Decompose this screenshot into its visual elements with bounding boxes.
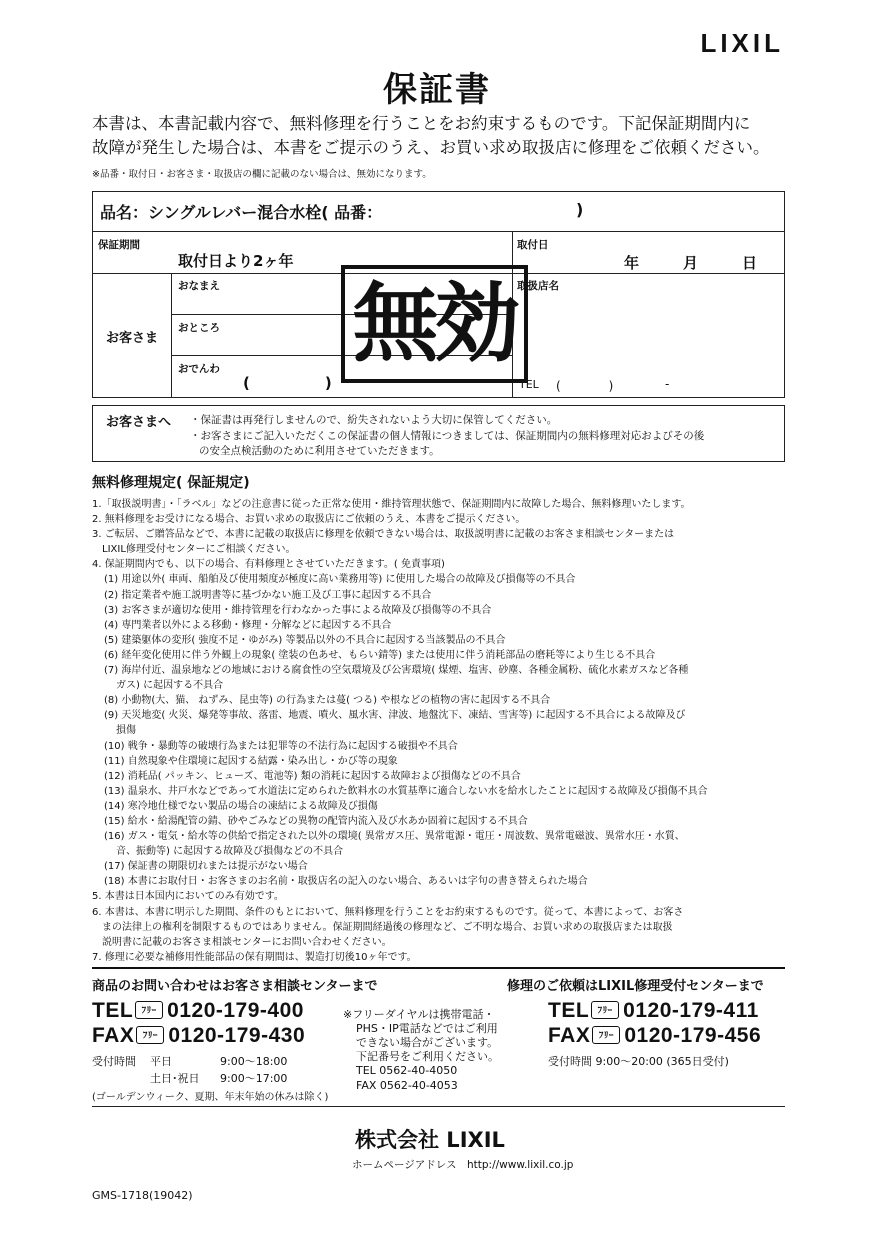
tel-label: TEL <box>548 999 590 1022</box>
name-label: おなまえ <box>178 280 220 292</box>
right-hours: 受付時間 9:00～20:00 (365日受付) <box>548 1055 729 1068</box>
weekend-label: 土日･祝日 <box>150 1072 200 1085</box>
contact-bottom-rule <box>92 1106 785 1107</box>
notice-line-3: の安全点検活動のために利用させていただきます。 <box>199 445 440 457</box>
store-tel-dash: - <box>665 377 670 391</box>
warranty-period-label: 保証期間 <box>98 239 140 251</box>
alt-fax[interactable]: FAX 0562-40-4053 <box>356 1079 458 1092</box>
rule-line: (17) 保証書の期限切れまたは提示がない場合 <box>104 861 308 873</box>
weekend-hours: 9:00～17:00 <box>220 1072 288 1085</box>
left-fax-row <box>92 1024 305 1048</box>
rule-line: 2. 無料修理をお受けになる場合、お買い求めの取扱店にご依頼のうえ、本書をご提示ください。 <box>92 514 526 526</box>
rule-line: 6. 本書は、本書に明示した期間、条件のもとにおいて、無料修理を行うことをお約束するものです。従って、本書によって、お客さ <box>92 906 684 918</box>
rule-line: 5. 本書は日本国内においてのみ有効です。 <box>92 891 284 903</box>
store-tel-label: TEL <box>519 378 539 391</box>
weekday-hours: 9:00～18:00 <box>220 1055 288 1068</box>
page-title: 保証書 <box>383 70 491 110</box>
document-code: GMS-1718(19042) <box>92 1189 193 1202</box>
alt-tel[interactable]: TEL 0562-40-4050 <box>356 1064 458 1077</box>
rule-line: (1) 用途以外( 車両、船舶及び使用頻度が極度に高い業務用等) に使用した場合の故障及び損傷等の不具合 <box>104 574 576 586</box>
rule-line: (2) 指定業者や施工説明書等に基づかない施工及び工事に起因する不具合 <box>104 589 432 601</box>
customer-label: お客さま <box>106 331 159 346</box>
notice-label: お客さまへ <box>106 415 172 430</box>
fax-label: FAX <box>548 1024 591 1047</box>
left-fax-number[interactable]: 0120-179-430 <box>168 1024 306 1047</box>
homepage-address[interactable]: ホームページアドレス http://www.lixil.co.jp <box>352 1159 574 1171</box>
rule-line: (4) 専門業者以外による移動・修理・分解などに起因する不具合 <box>104 619 392 631</box>
free-dial-note-2: PHS・IP電話などではご利用 <box>356 1022 498 1035</box>
rule-line: (7) 海岸付近、温泉地などの地域における腐食性の空気環境及び公害環境( 煤煙、塩害、砂塵、各種金属粉、硫化水素ガスなど各種 <box>104 665 689 677</box>
rules-title: 無料修理規定( 保証規定) <box>92 475 250 491</box>
install-month: 月 <box>683 254 699 272</box>
intro-line-1: 本書は、本書記載内容で、無料修理を行うことをお約束するものです。下記保証期間内に <box>92 114 751 133</box>
form-divider <box>92 231 785 232</box>
company-name: 株式会社 LIXIL <box>355 1128 505 1152</box>
rule-line: まの法律上の権利を制限するものではありません。保証期間経過後の修理など、ご不明な場合、お買い求めの取扱店または取扱 <box>102 921 673 933</box>
free-dial-icon: ﾌﾘｰ <box>591 1001 619 1019</box>
left-tel-number[interactable]: 0120-179-400 <box>167 999 304 1022</box>
phone-area-code: ( ) <box>243 374 332 392</box>
intro-line-2: 故障が発生した場合は、本書をご提示のうえ、お買い求め取扱店に修理をご依頼ください。 <box>92 138 770 157</box>
rule-line: (18) 本書にお取付日・お客さまのお名前・取扱店名の記入のない場合、あるいは字句の書き替えられた場合 <box>104 876 588 888</box>
rule-line: 損傷 <box>116 725 136 737</box>
rule-line: (6) 経年変化使用に伴う外観上の現象( 塗装の色あせ、もらい錆等) または使用に伴う消耗部品の磨耗等により生じる不具合 <box>104 649 656 661</box>
rule-line: 1.「取扱説明書」・「ラベル」などの注意書に従った正常な使用・維持管理状態で、保証期間内に故障した場合、無料修理いたします。 <box>92 499 691 510</box>
right-fax-row <box>548 1024 761 1048</box>
hours-label: 受付時間 <box>92 1055 136 1068</box>
product-close: ) <box>576 200 584 219</box>
rule-line: (8) 小動物(大、猫、 ねずみ、昆虫等) の行為または蔓( つる) や根などの植物の害に起因する不具合 <box>104 695 551 707</box>
rule-line: (15) 給水・給湯配管の錆、砂やごみなどの異物の配管内流入及び水あか固着に起因する不具合 <box>104 815 528 827</box>
tel-label: TEL <box>92 999 134 1022</box>
left-tel-row <box>92 999 304 1023</box>
free-dial-icon: ﾌﾘｰ <box>135 1001 163 1019</box>
rule-line: 3. ご転居、ご贈答品などで、本書に記載の取扱店に修理を依頼できない場合は、取扱説明書に記載のお客さま相談センターまたは <box>92 529 675 541</box>
rule-line: LIXIL修理受付センターにご相談ください。 <box>102 544 296 556</box>
address-label: おところ <box>178 322 220 334</box>
free-dial-icon: ﾌﾘｰ <box>592 1026 620 1044</box>
contact-top-rule <box>92 967 785 969</box>
notice-line-1: ・保証書は再発行しませんので、紛失されないよう大切に保管してください。 <box>190 414 558 426</box>
rules-list <box>92 497 792 965</box>
rule-line: (14) 寒冷地仕様でない製品の場合の凍結による故障及び損傷 <box>104 800 378 812</box>
rule-line: (3) お客さまが適切な使用・維持管理を行わなかった事による故障及び損傷等の不具合 <box>104 604 492 616</box>
store-tel-area: ( ) <box>556 379 614 393</box>
rule-line: (5) 建築躯体の変形( 強度不足・ゆがみ) 等製品以外の不具合に起因する当該製品の不具合 <box>104 634 506 646</box>
weekday-label: 平日 <box>150 1055 172 1068</box>
rule-line: (9) 天災地変( 火災、爆発等事故、落雷、地震、噴火、風水害、津波、地盤沈下、凍結、雪害等) に起因する不具合による故障及び <box>104 710 686 722</box>
store-name-label: 取扱店名 <box>517 280 559 292</box>
rule-line: (10) 戦争・暴動等の破壊行為または犯罪等の不法行為に起因する破損や不具合 <box>104 740 458 752</box>
phone-dash: - <box>397 372 404 390</box>
rule-line: (13) 温泉水、井戸水などであって水道法に定められた飲料水の水質基準に適合しない水を給水したことに起因する故障及び損傷不具合 <box>104 785 708 797</box>
rule-line: 4. 保証期間内でも、以下の場合、有料修理とさせていただきます。( 免責事項) <box>92 559 445 571</box>
rule-line: (11) 自然現象や住環境に起因する結露・染み出し・かび等の現象 <box>104 755 398 767</box>
install-day: 日 <box>742 254 758 272</box>
right-tel-row <box>548 999 759 1023</box>
rule-line: 音、振動等) に起因する故障及び損傷などの不具合 <box>116 846 344 858</box>
form-divider <box>171 273 172 398</box>
free-dial-icon: ﾌﾘｰ <box>136 1026 164 1044</box>
notice-line-2: ・お客さまにご記入いただくこの保証書の個人情報につきましては、保証期間内の無料修理対応およびその後 <box>190 430 705 442</box>
free-dial-note-3: できない場合がございます。 <box>356 1036 499 1049</box>
install-year: 年 <box>624 254 640 272</box>
product-label: 品名：シングルレバー混合水栓( 品番： <box>100 203 383 222</box>
free-dial-note-4: 下記番号をご利用ください。 <box>356 1050 499 1063</box>
right-contact-heading: 修理のご依頼はLIXIL修理受付センターまで <box>507 979 764 994</box>
rule-line: (16) ガス・電気・給水等の供給で指定された以外の環境( 異常ガス圧、異常電源・電圧・周波数、異常電磁波、異常水圧・水質、 <box>104 831 685 843</box>
free-dial-note-1: ※フリーダイヤルは携帯電話・ <box>343 1008 495 1021</box>
invalid-note: ※品番・取付日・お客さま・取扱店の欄に記載のない場合は、無効になります。 <box>92 169 432 180</box>
holiday-note: (ゴールデンウィーク、夏期、年末年始の休みは除く) <box>92 1092 329 1103</box>
fax-label: FAX <box>92 1024 135 1047</box>
rule-line: (12) 消耗品( パッキン、ヒューズ、電池等) 類の消耗に起因する故障および損傷などの不具合 <box>104 770 521 782</box>
invalid-stamp: 無効 <box>341 265 528 383</box>
lixil-logo: LIXIL <box>700 28 784 58</box>
rule-line: 説明書に記載のお客さま相談センターにお問い合わせください。 <box>102 936 392 948</box>
right-tel-number[interactable]: 0120-179-411 <box>623 999 759 1022</box>
warranty-period-value: 取付日より2ヶ年 <box>178 252 294 270</box>
rule-line: 7. 修理に必要な補修用性能部品の保有期間は、製造打切後10ヶ年です。 <box>92 951 417 963</box>
left-contact-heading: 商品のお問い合わせはお客さま相談センターまで <box>92 979 378 994</box>
phone-label: おでんわ <box>178 363 220 375</box>
right-fax-number[interactable]: 0120-179-456 <box>624 1024 762 1047</box>
install-date-label: 取付日 <box>517 239 549 251</box>
rule-line: ガス) に起因する不具合 <box>116 680 224 692</box>
